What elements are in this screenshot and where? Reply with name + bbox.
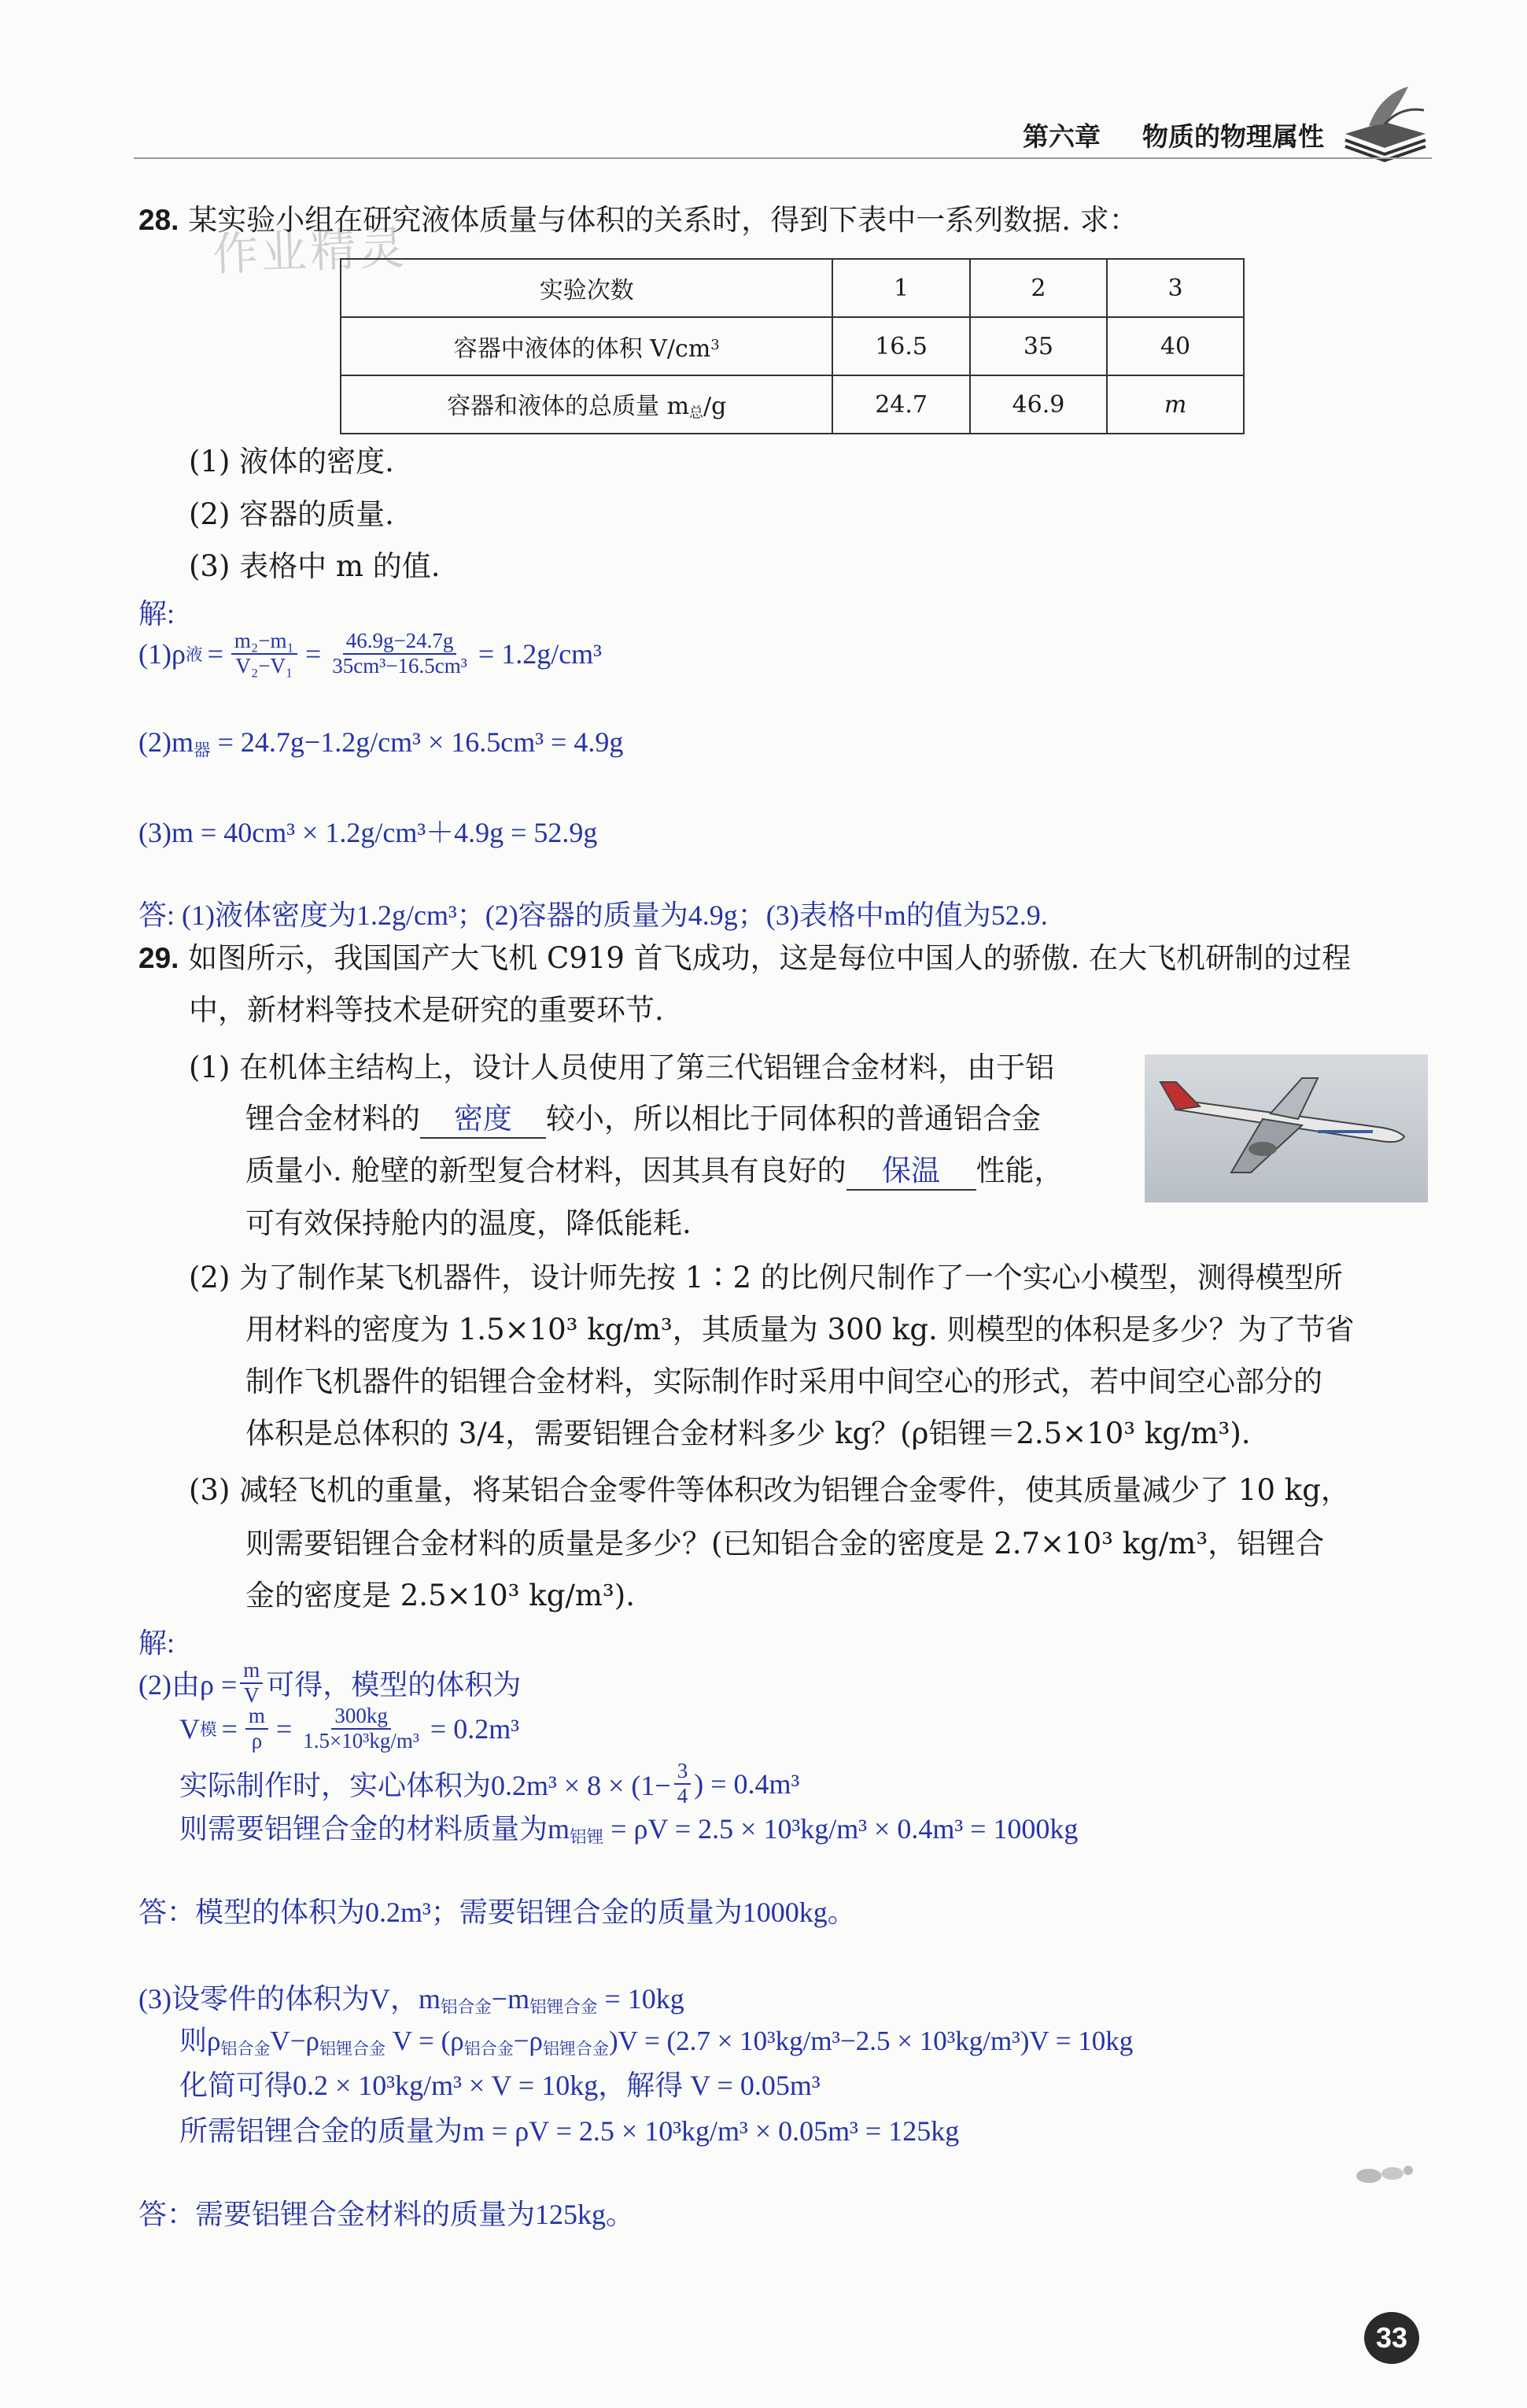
table-cell: 容器中液体的体积 $V/cm^3$ [341,317,832,375]
q29-p2-line2: 用材料的密度为 1.5×10³ kg/m³，其质量为 300 kg. 则模型的体积是多少？为了节省 [245,1313,1355,1346]
header-rule [134,157,1432,159]
q29-s2-line4: 则需要铝锂合金的材料质量为$m_{铝锂} = \rho V = 2.5 \times 10^3kg/m^3 \times 0.4m^3 = 1000kg$ [179,1813,1079,1847]
q29-p1-line1: (1) 在机体主结构上，设计人员使用了第三代铝锂合金材料，由于铝 [189,1051,1055,1084]
q29-s3-line1: (3)设零件的体积为V，$m_{铝合金}-m_{铝锂合金} = 10kg$ [138,1983,684,2017]
q29-stem-line1: 29. 如图所示，我国国产大飞机 C919 首飞成功，这是每位中国人的骄傲. 在大飞机研制的过程 [138,941,1352,975]
table-cell: 35 [970,317,1107,375]
table-cell: 16.5 [832,317,969,375]
q28-stem-text: 某实验小组在研究液体质量与体积的关系时，得到下表中一系列数据. 求： [188,203,1138,237]
q29-s3-line2: 则$\rho_{铝合金}V-\rho_{铝锂合金}$ $V = (\rho_{铝合金}-\rho_{铝锂合金})V = (2.7 \times 10^3kg/m^3-2.5 \times 10^3kg/m^3)V = 10kg$ [179,2026,1134,2059]
chapter-number: 第六章 [1023,121,1101,152]
table-row [341,375,1244,434]
chapter-header [1023,116,1324,153]
q29-s3-line3: 化简可得0.2 × 10³kg/m³ × V = 10kg，解得 V = 0.05m³ [179,2070,821,2101]
q29-answer-2: 答：模型的体积为0.2m³；需要铝锂合金的质量为1000kg。 [138,1896,856,1928]
table-cell: 46.9 [970,375,1107,434]
q28-sub3: (3) 表格中 m 的值. [189,549,441,583]
page-number: 33 [1364,2312,1419,2364]
q28-sub1: (1) 液体的密度. [189,445,394,478]
answer-blank-insulation: 保温 [846,1154,976,1191]
q29-jie: 解: [138,1627,175,1659]
q28-stem [138,203,1138,238]
q28-table [340,258,1245,434]
c919-airplane-image [1145,1054,1428,1202]
q28-jie: 解: [138,598,175,630]
decorative-bird-icon [1349,2156,1420,2188]
q29-s2-line3: 实际制作时，实心体积为0.2m³ × 8 × (1− $\frac{3}{4}$ ) = 0.4m³ [179,1759,800,1808]
table-row [341,259,1244,317]
q29-p2-line1: (2) 为了制作某飞机器件，设计师先按 1∶2 的比例尺制作了一个实心小模型，测得模型所 [189,1261,1343,1294]
table-cell: 40 [1107,317,1244,375]
q28-solution-2: $(2)m_器 = 24.7g-1.2g/cm^3 \times 16.5cm^3 = 4.9g$ [138,726,624,760]
table-cell: 容器和液体的总质量 $m_总/g$ [341,375,832,434]
q29-p3-line2: 则需要铝锂合金材料的质量是多少？(已知铝合金的密度是 2.7×10³ kg/m³，铝锂合 [245,1527,1325,1560]
table-cell: 2 [970,259,1107,317]
q29-p1-line2: 锂合金材料的 密度 较小，所以相比于同体积的普通铝合金 [245,1102,1041,1139]
table-cell: 1 [832,259,969,317]
q29-p3-line1: (3) 减轻飞机的重量，将某铝合金零件等体积改为铝锂合金零件，使其质量减少了 10 kg， [189,1473,1350,1507]
book-icon [1337,79,1432,165]
q29-p2-line4: 体积是总体积的 3/4，需要铝锂合金材料多少 kg？(ρ铝锂＝2.5×10³ kg/m³). [245,1416,1251,1450]
q29-p1-line4: 可有效保持舱内的温度，降低能耗. [245,1206,692,1240]
q29-stem-line2: 中，新材料等技术是研究的重要环节. [189,993,664,1027]
q28-answer: 答: (1)液体密度为1.2g/cm³；(2)容器的质量为4.9g；(3)表格中m的值为52.9. [138,899,1048,931]
q29-s2-line2: V 模 = $\frac{m}{\rho}$ = $\frac{300kg}{\text{1.5×10³kg/m³}}$ = 0.2m³ [179,1704,520,1752]
q29-p2-line3: 制作飞机器件的铝锂合金材料，实际制作时采用中间空心的形式，若中间空心部分的 [245,1365,1322,1398]
q29-s2-line1: (2)由ρ = $\frac{m}{V}$ 可得，模型的体积为 [138,1658,522,1707]
table-cell: 3 [1107,259,1244,317]
q28-number: 28. [138,204,179,236]
q29-p3-line3: 金的密度是 2.5×10³ kg/m³). [245,1579,635,1612]
table-cell: 实验次数 [341,259,832,317]
q28-sub2: (2) 容器的质量. [189,497,394,531]
q28-solution-3: (3)m = 40cm³ × 1.2g/cm³＋4.9g = 52.9g [138,817,598,848]
chapter-title: 物质的物理属性 [1142,121,1324,152]
q29-s3-line4: 所需铝锂合金的质量为m = ρV = 2.5 × 10³kg/m³ × 0.05m³ = 125kg [179,2115,960,2147]
q29-p1-line3: 质量小. 舱壁的新型复合材料，因其具有良好的 保温 性能， [245,1154,1064,1191]
q29-number: 29. [138,942,179,974]
watermark: 作业精灵 [212,220,409,282]
table-cell: 24.7 [832,375,969,434]
table-cell: m [1107,375,1244,434]
q29-answer-3: 答：需要铝锂合金材料的质量为125kg。 [138,2199,635,2230]
answer-blank-density: 密度 [420,1102,546,1139]
q28-solution-1: (1)ρ 液 = $\frac{\text{m₂−m₁}}{\text{V₂−V₁}}$ = $\frac{46.9g-24.7g}{\text{35cm³−16.5cm³}}$ = 1.2g/cm³ [138,629,602,678]
table-row [341,317,1244,375]
